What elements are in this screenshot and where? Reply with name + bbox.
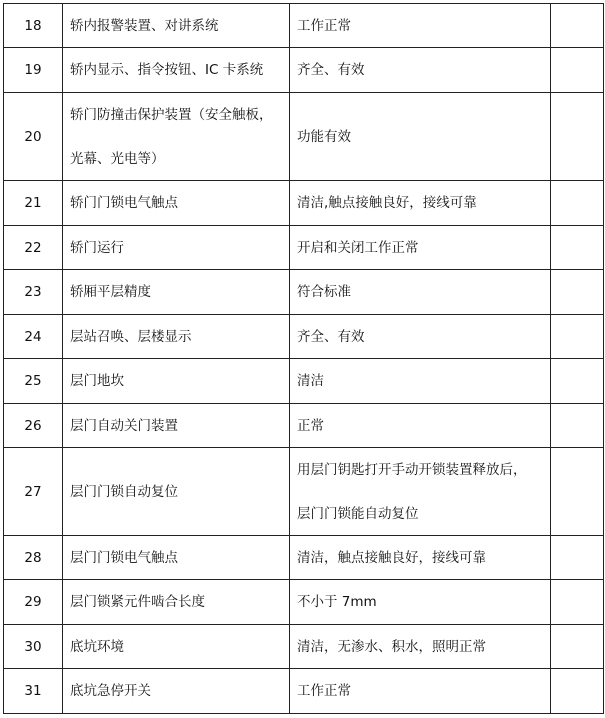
row-number: 29: [4, 580, 63, 625]
row-number: 21: [4, 181, 63, 226]
empty-cell: [551, 404, 604, 448]
requirement: 清洁，无渗水、积水，照明正常: [290, 625, 551, 669]
item-name: 轿内报警装置、对讲系统: [63, 4, 290, 48]
empty-cell: [551, 226, 604, 270]
table-row: [4, 270, 604, 315]
table-row: [4, 359, 604, 404]
empty-cell: [551, 625, 604, 669]
item-name: 层门自动关门装置: [63, 404, 290, 448]
item-name: 轿厢平层精度: [63, 270, 290, 315]
empty-cell: [551, 669, 604, 714]
requirement: 清洁,触点接触良好，接线可靠: [290, 181, 551, 226]
requirement: 清洁，触点接触良好，接线可靠: [290, 536, 551, 580]
table-row: [4, 4, 604, 48]
item-name: 轿门门锁电气触点: [63, 181, 290, 226]
table-row: [4, 536, 604, 580]
empty-cell: [551, 4, 604, 48]
row-number: 28: [4, 536, 63, 580]
item-line: 光幕、光电等）: [70, 150, 165, 167]
row-number: 27: [4, 448, 63, 536]
item-name: [63, 93, 290, 181]
item-name: 层门门锁电气触点: [63, 536, 290, 580]
item-name: 底坑环境: [63, 625, 290, 669]
row-number: 25: [4, 359, 63, 404]
table-row: [4, 315, 604, 359]
item-name: 层门地坎: [63, 359, 290, 404]
requirement: 齐全、有效: [290, 315, 551, 359]
empty-cell: [551, 315, 604, 359]
row-number: 20: [4, 93, 63, 181]
empty-cell: [551, 93, 604, 181]
row-number: 26: [4, 404, 63, 448]
requirement: 开启和关闭工作正常: [290, 226, 551, 270]
row-number: 19: [4, 48, 63, 93]
table-row: [4, 625, 604, 669]
row-number: 31: [4, 669, 63, 714]
table-row: [4, 448, 604, 536]
requirement: 符合标准: [290, 270, 551, 315]
requirement: 功能有效: [290, 93, 551, 181]
table-row: [4, 93, 604, 181]
inspection-table: [3, 3, 604, 714]
item-line: 轿门防撞击保护装置（安全触板，: [70, 106, 273, 123]
row-number: 23: [4, 270, 63, 315]
item-name: 底坑急停开关: [63, 669, 290, 714]
table-row: [4, 48, 604, 93]
item-name: 层站召唤、层楼显示: [63, 315, 290, 359]
requirement: 工作正常: [290, 4, 551, 48]
requirement: 正常: [290, 404, 551, 448]
empty-cell: [551, 181, 604, 226]
item-name: 层门门锁自动复位: [63, 448, 290, 536]
requirement: 工作正常: [290, 669, 551, 714]
item-name: 轿内显示、指令按钮、IC 卡系统: [63, 48, 290, 93]
empty-cell: [551, 448, 604, 536]
row-number: 24: [4, 315, 63, 359]
requirement: 齐全、有效: [290, 48, 551, 93]
empty-cell: [551, 580, 604, 625]
empty-cell: [551, 359, 604, 404]
empty-cell: [551, 536, 604, 580]
requirement-line: 用层门钥匙打开手动开锁装置释放后，: [297, 461, 527, 478]
table-row: [4, 404, 604, 448]
table-row: [4, 580, 604, 625]
table-row: [4, 226, 604, 270]
requirement-line: 层门门锁能自动复位: [297, 505, 419, 522]
requirement: 不小于 7mm: [290, 580, 551, 625]
requirement: 清洁: [290, 359, 551, 404]
row-number: 30: [4, 625, 63, 669]
row-number: 18: [4, 4, 63, 48]
empty-cell: [551, 270, 604, 315]
row-number: 22: [4, 226, 63, 270]
empty-cell: [551, 48, 604, 93]
requirement: [290, 448, 551, 536]
item-name: 层门锁紧元件啮合长度: [63, 580, 290, 625]
table-row: [4, 181, 604, 226]
table-row: [4, 669, 604, 714]
item-name: 轿门运行: [63, 226, 290, 270]
